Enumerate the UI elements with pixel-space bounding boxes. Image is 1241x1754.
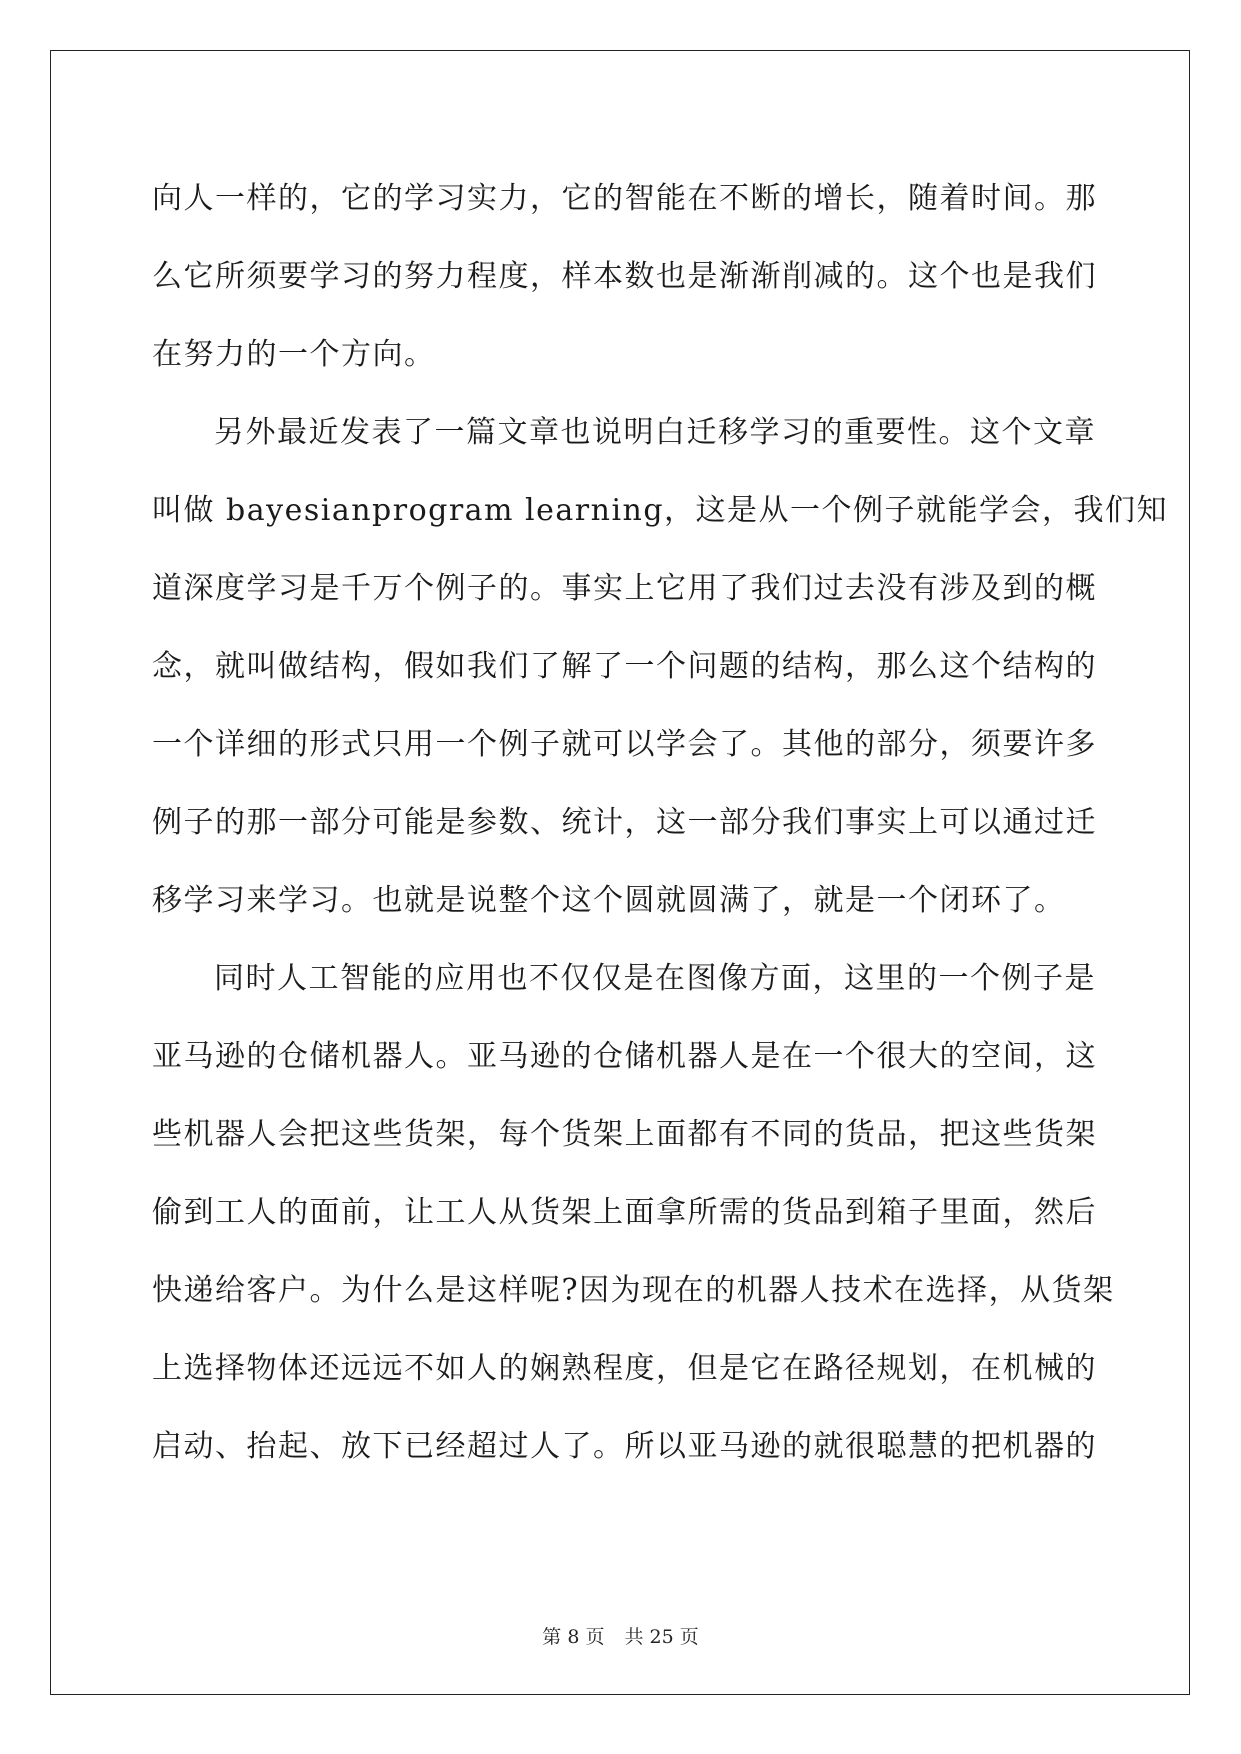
text-line-16: 上选择物体还远远不如人的娴熟程度，但是它在路径规划，在机械的	[152, 1351, 1097, 1386]
document-body	[152, 160, 1169, 1486]
text-line-15: 快递给客户。为什么是这样呢?因为现在的机器人技术在选择，从货架	[152, 1273, 1115, 1308]
text-line-1: 向人一样的，它的学习实力，它的智能在不断的增长，随着时间。那	[152, 181, 1097, 216]
text-line-12: 亚马逊的仓储机器人。亚马逊的仓储机器人是在一个很大的空间，这	[152, 1039, 1097, 1074]
text-line-3: 在努力的一个方向。	[152, 337, 436, 372]
page-total: 共 25 页	[624, 1626, 699, 1648]
text-line-6: 道深度学习是千万个例子的。事实上它用了我们过去没有涉及到的概	[152, 571, 1097, 606]
text-line-17: 启动、抬起、放下已经超过人了。所以亚马逊的就很聪慧的把机器的	[152, 1429, 1097, 1464]
text-line-2: 么它所须要学习的努力程度，样本数也是渐渐削减的。这个也是我们	[152, 259, 1097, 294]
text-line-14: 偷到工人的面前，让工人从货架上面拿所需的货品到箱子里面，然后	[152, 1195, 1097, 1230]
page-number: 第 8 页	[542, 1626, 605, 1648]
text-line-9: 例子的那一部分可能是参数、统计，这一部分我们事实上可以通过迁	[152, 805, 1097, 840]
text-line-11: 同时人工智能的应用也不仅仅是在图像方面，这里的一个例子是	[214, 961, 1096, 996]
text-line-4: 另外最近发表了一篇文章也说明白迁移学习的重要性。这个文章	[214, 415, 1096, 450]
page-footer	[0, 1622, 1241, 1649]
text-line-13: 些机器人会把这些货架，每个货架上面都有不同的货品，把这些货架	[152, 1117, 1097, 1152]
text-line-10: 移学习来学习。也就是说整个这个圆就圆满了，就是一个闭环了。	[152, 883, 1066, 918]
text-line-5: 叫做 bayesianprogram learning，这是从一个例子就能学会，我们知	[152, 493, 1169, 528]
text-line-8: 一个详细的形式只用一个例子就可以学会了。其他的部分，须要许多	[152, 727, 1097, 762]
text-line-7: 念，就叫做结构，假如我们了解了一个问题的结构，那么这个结构的	[152, 649, 1097, 684]
